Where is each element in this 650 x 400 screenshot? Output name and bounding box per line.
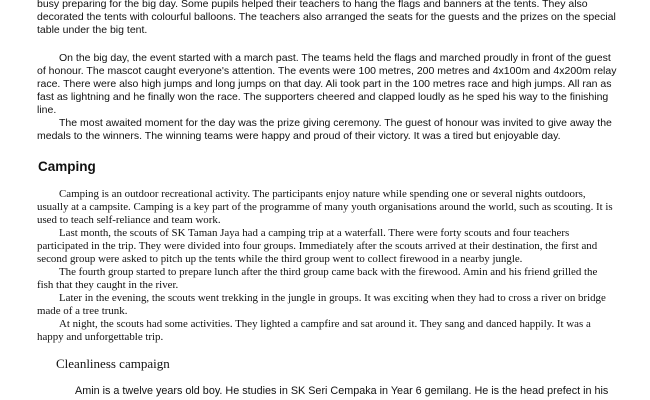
camping-paragraph-4: Later in the evening, the scouts went trekking in the jungle in groups. It was exciting when they had to cross a river on bridge made of a tree trunk. bbox=[37, 292, 606, 317]
camping-paragraph-3: The fourth group started to prepare lunch after the third group came back with the firewood. Amin and his friend grilled the fish that they caught in the river. bbox=[37, 266, 598, 291]
camping-paragraph-2: Last month, the scouts of SK Taman Jaya had a camping trip at a waterfall. There were forty scouts and four teachers participated in the trip. They were divided into four groups. Immediately after the scouts arrived at their destination, the first and second group were asked to pitch up the tents while the third group went to collect firewood in a nearby jungle. bbox=[37, 227, 598, 265]
camping-paragraph-5: At night, the scouts had some activities. They lighted a campfire and sat around it. They sang and danced happily. It was a happy and unforgettable trip. bbox=[37, 318, 591, 343]
prize-paragraph: The most awaited moment for the day was the prize giving ceremony. The guest of honour was invited to give away the medals to the winners. The winning teams were happy and proud of their victory. It was a tired but enjoyable day. bbox=[37, 117, 612, 142]
camping-paragraph-1: Camping is an outdoor recreational activity. The participants enjoy nature while spending one or several nights outdoors, usually at a campsite. Camping is a key part of the programme of many youth organisations around the world, such as scouting. It is used to teach self-reliance and team work. bbox=[37, 188, 613, 226]
cleanliness-paragraph-1: Amin is a twelve years old boy. He studies in SK Seri Cempaka in Year 6 gemilang. He is the head prefect in his bbox=[75, 385, 609, 397]
cleanliness-heading: Cleanliness campaign bbox=[56, 356, 170, 371]
camping-heading: Camping bbox=[38, 159, 96, 174]
event-paragraph: On the big day, the event started with a march past. The teams held the flags and marched proudly in front of the guest of honour. The mascot caught everyone's attention. The events were 100 metres, 200 metres and 4x100m and 4x200m relay race. There were also high jumps and long jumps on that day. Ali took part in the 100 metres race and high jumps. All ran as fast as lightning and he finally won the race. The supporters cheered and clapped loudly as he sped his way to the finishing line. bbox=[37, 52, 617, 116]
intro-paragraph: busy preparing for the big day. Some pupils helped their teachers to hang the flags and banners at the tents. They also decorated the tents with colourful balloons. The teachers also arranged the seats for the guests and the prizes on the special table under the big tent. bbox=[37, 0, 616, 36]
